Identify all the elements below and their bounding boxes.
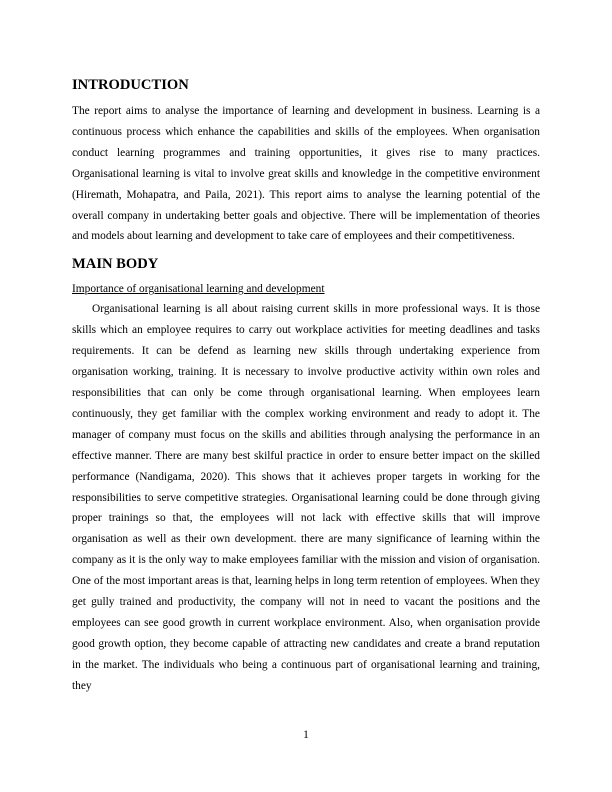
- document-page: [72, 76, 540, 697]
- introduction-heading: INTRODUCTION: [72, 77, 189, 93]
- section-subheading: Importance of organisational learning and development: [72, 283, 325, 296]
- introduction-paragraph: The report aims to analyse the importance of learning and development in business. Learning is a continuous process which enhance the capabilities and skills of the employees. When organisation conduct learning programmes and training opportunities, it gives rise to many practices. Organisational learning is vital to involve great skills and knowledge in the competitive environment (Hiremath, Mohapatra, and Paila, 2021). This report aims to analyse the learning potential of the overall company in undertaking better goals and objective. There will be implementation of theories and models about learning and development to take care of employees and their competitiveness.: [72, 105, 540, 243]
- main-body-heading: MAIN BODY: [72, 256, 159, 273]
- page-number: 1: [303, 729, 309, 741]
- main-body-paragraph: Organisational learning is all about raising current skills in more professional ways. It is those skills which an employee requires to carry out workplace activities for meeting deadlines and tasks requirements. It can be defend as learning new skills through undertaking experience from organisation working, training. It is necessary to involve productive activity within own roles and responsibilities that can only be come through organisational learning. When employees learn continuously, they get familiar with the complex working environment and ready to adopt it. The manager of company must focus on the skills and abilities through analysing the performance in an effective manner. There are many best skilful practice in order to ensure better impact on the skilled performance (Nandigama, 2020). This shows that it achieves proper targets in working for the responsibilities to serve competitive strategies. Organisational learning could be done through giving proper trainings so that, the employees will not lack with effective skills that will improve organisation as well as their own development. there are many significance of learning within the company as it is the only way to make employees familiar with the mission and vision of organisation. One of the most important areas is that, learning helps in long term retention of employees. When they get gully trained and productivity, the company will not in need to vacant the positions and the employees can see good growth in current workplace environment. Also, when organisation provide good growth option, they become capable of attracting new candidates and create a brand reputation in the market. The individuals who being a continuous part of organisational learning and training, they: [72, 303, 540, 692]
